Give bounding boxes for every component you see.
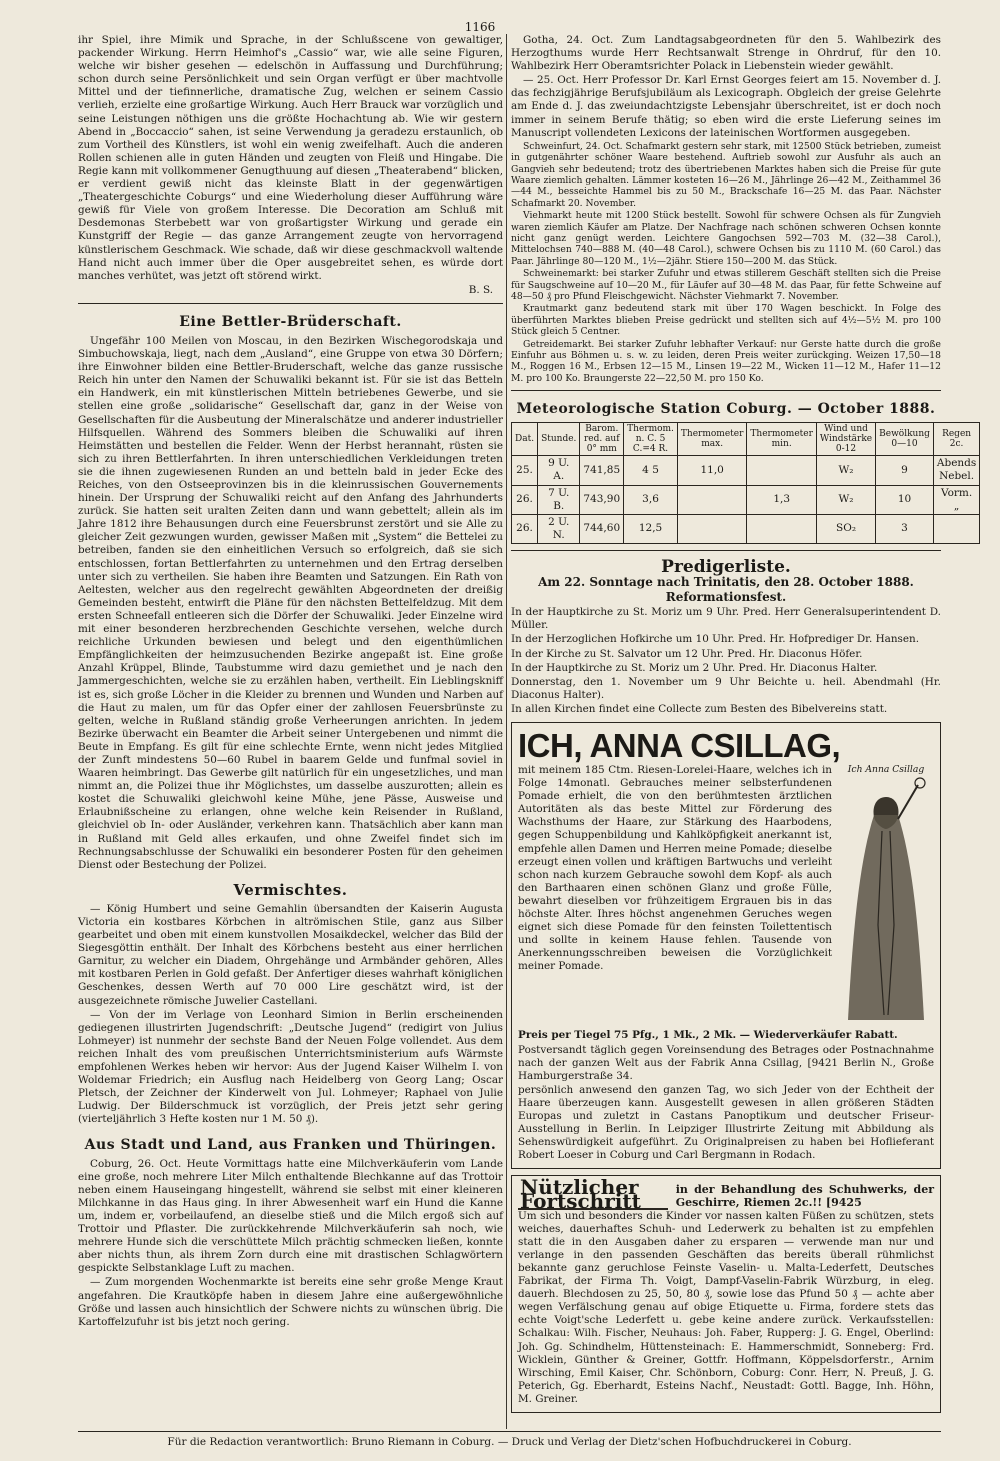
divider	[511, 550, 941, 551]
table-cell	[933, 514, 979, 543]
ad-order-info: Postversandt täglich gegen Voreinsendung des Betrages oder Postnachnahme nach der ganzen Welt aus der Fabrik Anna Csillag, [9421 Berlin N., Große Hamburgerstraße 34.	[518, 1043, 934, 1082]
table-cell: 26.	[512, 485, 538, 514]
vermischtes-paragraph-1: — König Humbert und seine Gemahlin übersandten der Kaiserin Augusta Victoria ein kostbares Körbchen in altrömischen Stile, ganz aus Silber gearbeitet und oben mit einem kunstvollen Mosaikdeckel, welcher das Bild der Siegesgöttin enthält. Der Inhalt des Körbchens besteht aus einer herrlichen Garnitur, zu welcher ein Diadem, Ohrgehänge und Armbänder gehören, Alles mit kostbaren Perlen in Gold gefaßt. Der Anfertiger dieses wahrhaft königlichen Geschenkes, dessen Werth auf 70 000 Lire geschätzt wird, ist der ausgezeichnete römische Juwelier Castellani.	[78, 902, 503, 1007]
service-line: In der Kirche zu St. Salvator um 12 Uhr. Pred. Hr. Diaconus Höfer.	[511, 647, 863, 660]
anna-csillag-ad	[511, 722, 941, 1169]
long-hair-woman-illustration	[838, 764, 934, 1030]
fortschritt-subtitle: in der Behandlung des Schuhwerks, der Geschirre, Riemen 2c.!! [9425	[675, 1182, 934, 1209]
service-line: In der Hauptkirche zu St. Moriz um 9 Uhr. Pred. Herr Generalsuperintendent D. Müller.	[511, 606, 941, 632]
section-title-vermischtes: Vermischtes.	[233, 880, 348, 899]
market-paragraph: Krautmarkt ganz bedeutend stark mit über 170 Wagen beschickt. In Folge des überführten Marktes blieben Preise gedrückt und stellten sich auf 4½—5½ M. pro 100 Stück gleich 5 Centner.	[511, 303, 941, 338]
table-cell: 2 U. N.	[538, 514, 580, 543]
table-cell	[747, 456, 817, 485]
coburg-paragraph-2: — Zum morgenden Wochenmarkte ist bereits eine sehr große Menge Kraut angefahren. Die Krautköpfe haben in diesem Jahre eine außergewöhnliche Größe und lassen auch hinsichtlich der Schwere nichts zu wünschen übrig. Die Kartoffelzufuhr ist bis jetzt noch gering.	[78, 1276, 503, 1328]
fortschritt-header	[518, 1175, 934, 1213]
table-cell: 12,5	[624, 514, 678, 543]
divider	[78, 303, 503, 304]
gotha-paragraph-2: — 25. Oct. Herr Professor Dr. Karl Ernst Georges feiert am 15. November d. J. das fechzigjährige Berufsjubiläum als Lexicograph. Obgleich der greise Gelehrte am Ende d. J. das zweiundachtzigste Lebensjahr überschreitet, ist er doch noch immer in seinem Berufe thätig; so eben wird die erste Lieferung seines im Manuscript vollendeten Lexicons der lateinischen Wortformen ausgegeben.	[511, 74, 941, 139]
service-line: Donnerstag, den 1. November um 9 Uhr Beichte u. heil. Abendmahl (Hr. Diaconus Halter).	[511, 675, 941, 701]
table-row	[512, 456, 980, 485]
table-cell: 10	[876, 485, 934, 514]
service-line: In allen Kirchen findet eine Collecte zum Besten des Bibelvereins statt.	[511, 702, 888, 715]
gotha-paragraph: Gotha, 24. Oct. Zum Landtagsabgeordneten für den 5. Wahlbezirk des Herzogthums wurde Herr Rechtsanwalt Strenge in Ohrdruf, für den 10. Wahlbezirk Herr Oberamtsrichter Polack in Liebenstein wieder gewählt.	[511, 34, 941, 73]
page-footer: Für die Redaction verantwortlich: Bruno Riemann in Coburg. — Druck und Verlag der Dietz'schen Hofbuchdruckerei in Coburg.	[78, 1431, 941, 1448]
ad-body: mit meinem 185 Ctm. Riesen-Lorelei-Haare, welches ich in Folge 14monatl. Gebrauches meiner selbsterfundenen Pomade erhielt, die von den berühmtesten ärztlichen Autoritäten als das beste Mittel zur Förderung des Wachsthums der Haare, zur Stärkung des Haarbodens, gegen Schuppenbildung und Kahlköpfigkeit anerkannt ist, empfehle allen Damen und Herren meine Pomade; dieselbe erzeugt einen vollen und kräftigen Bartwuchs und verleiht schon nach kurzem Gebrauche sowohl dem Kopf- als auch den Barthaaren einen schönen Glanz und große Fülle, bewahrt dieselben vor frühzeitigem Ergrauen bis in das höchste Alter. Ihres höchst angenehmen Geruches wegen eignet sich diese Pomade für den feinsten Toilettentisch und sollte in keinem Hause fehlen. Tausende von Anerkennungsschreiben beweisen die Vorzüglichkeit meiner Pomade.	[518, 763, 832, 973]
table-cell: 9 U. A.	[538, 456, 580, 485]
table-cell: 1,3	[747, 485, 817, 514]
predigerliste-date: Am 22. Sonntage nach Trinitatis, den 28. October 1888.	[538, 575, 914, 590]
meteo-title: Meteorologische Station Coburg. — October 1888.	[516, 401, 936, 418]
fortschritt-title: Nützlicher Fortschritt	[518, 1181, 668, 1209]
table-cell: 4 5	[624, 456, 678, 485]
table-cell	[747, 514, 817, 543]
table-cell: Abends Nebel.	[933, 456, 979, 485]
left-column	[78, 34, 503, 1429]
review-signature: B. S.	[468, 283, 493, 296]
table-cell: 7 U. B.	[538, 485, 580, 514]
meteo-header: Regen 2c.	[933, 423, 979, 456]
meteo-header: Thermometer max.	[677, 423, 747, 456]
market-paragraph: Viehmarkt heute mit 1200 Stück bestellt. Sowohl für schwere Ochsen als für Zungvieh waren ziemlich Käufer am Platze. Der Nachfrage nach schönen schweren Ochsen konnte nicht ganz genügt werden. Leichtere Gangochsen 592—703 M. (32—38 Carol.), Mittelochsen 740—888 M. (40—48 Carol.), schwere Ochsen bis zu 1110 M. (60 Carol.) das Paar. Jährlinge 80—120 M., 1½—2jähr. Stiere 150—200 M. das Stück.	[511, 210, 941, 267]
table-cell: Vorm. „	[933, 485, 979, 514]
ad-price: Preis per Tiegel 75 Pfg., 1 Mk., 2 Mk. — Wiederverkäufer Rabatt.	[518, 1029, 898, 1042]
table-cell: 741,85	[580, 456, 624, 485]
market-reports	[511, 141, 941, 385]
page-number: 1166	[464, 20, 496, 34]
table-cell	[677, 485, 747, 514]
meteo-header: Thermometer min.	[747, 423, 817, 456]
fortschritt-ad	[511, 1175, 941, 1413]
bettler-paragraph: Ungefähr 100 Meilen von Moscau, in den Bezirken Wischegorodskaja und Simbuchowskaja, liegt, nach dem „Ausland“, eine Gruppe von etwa 30 Dörfern; ihre Einwohner bilden eine Bettler-Bruderschaft, welche das ganze russische Reich hin unter den Namen der Schuwaliki bekannt ist. Für sie ist das Betteln ein Handwerk, ein mit künstlerischen Mitteln betriebenes Gewerbe, und sie stellen eine große „solidarische“ Gesellschaft dar, ganz in der Weise von Gesellschaften für die Ausbeutung der Mineralschätze und anderer industrieller Hilfsquellen. Während des Sommers bleiben die Schuwaliki auf ihren Heimstätten und bestellen die Felder. Wenn der Herbst herannaht, rüsten sie sich zu ihren Bettlerfahrten. In ihren unterschiedlichen Verkleidungen treten sie die ihnen zugewiesenen Runden an und betteln bald in jeder Ecke des Reiches, von den Ostseeprovinzen bis in die kleinrussischen Gouvernements hinein. Der Ursprung der Schuwaliki reicht auf den Anfang des Jahrhunderts zurück. Sie hatten seit uralten Zeiten dann und wann gebettelt; allein als im Jahre 1812 ihre Behausungen durch eine Feuersbrunst zerstört und sie Alle zu gleicher Zeit gezwungen wurden, gewisser Maßen mit „System“ die Bettelei zu betreiben, fanden sie den einheitlichen Versuch so erfolgreich, daß sie sich entschlossen, fortan Bettlerfahrten zu unternehmen und den Ertrag derselben unter sich zu vertheilen. Sie haben ihre Beamten und Satzungen. Ein Rath von Aeltesten, welcher aus den regelrecht gewählten Abgeordneten der dreißig Gemeinden besteht, entwirft die Pläne für den nächsten Bettelfeldzug. Mit dem ersten Schneefall entleeren sich die Dörfer der Schuwaliki. Jeder Einzelne wird mit einer besonderen herzbrechenden Geschichte versehen, welche durch reichliche Urkunden bewiesen und belegt und den eigenthümlichen Empfänglichkeiten der heimzusuchenden Bezirke angepaßt ist. Eine große Anzahl Krüppel, Blinde, Taubstumme wird dazu gemiethet und je nach den Jammergeschichten, welche sie zu erzählen haben, vertheilt. Ein Lieblingskniff ist es, sich große Löcher in die Kleider zu brennen und Wunden und Narben auf die Haut zu malen, um für das Opfer einer der zahllosen Feuersbrünste zu gelten, welche in Rußland ständig große Verheerungen anrichten. In jedem Bezirke überwacht ein Beamter die Arbeit seiner Untergebenen und nimmt die Beute in Empfang. Es gilt für eine schlechte Ernte, wenn nicht jedes Mitglied der Zunft mindestens 50—60 Rubel in baarem Gelde und funfmal soviel in Waaren heimbringt. Das Gewerbe gilt natürlich für ein ungesetzliches, und man nimmt an, die Polizei thue ihr Möglichstes, um dasselbe auszurotten; allein es kostet die Schuwaliki gleichwohl keine Mühe, jene Pässe, Ausweise und Erlaubnißscheine zu erlangen, ohne welche kein Reisender in Rußland, gleichviel ob In- oder Ausländer, verkehren kann. Thatsächlich aber kann man in Rußland mit Geld alles erkaufen, und ohne Zweifel findet sich im Rechnungsabschlusse der Schuwaliki ein besonderer Posten für den geheimen Dienst oder Bestechung der Polizei.	[78, 334, 503, 871]
market-paragraph: Schweinfurt, 24. Oct. Schafmarkt gestern sehr stark, mit 12500 Stück betrieben, zumeist in gutgenährter schöner Waare bestehend. Auftrieb sowohl zur Ausfuhr als auch an Gangvieh sehr bedeutend; trotz des übertriebenen Marktes haben sich die Preise für gute Waare ziemlich gehalten. Lämmer kosteten 16—26 M., Jährlinge 26—42 M., Zeithammel 36—44 M., besseichte Hammel bis zu 50 M., Brackschafe 16—25 M. das Paar. Nächster Schafmarkt 20. November.	[511, 140, 942, 209]
table-row	[512, 485, 980, 514]
meteo-header: Thermom. n. C. 5 C.=4 R.	[624, 423, 678, 456]
ad-body-wrap	[518, 764, 934, 1030]
table-cell: 3,6	[624, 485, 678, 514]
table-row	[512, 514, 980, 543]
service-line: In der Hauptkirche zu St. Moriz um 2 Uhr. Pred. Hr. Diaconus Halter.	[511, 661, 878, 674]
market-paragraph: Schweinemarkt: bei starker Zufuhr und etwas stillerem Geschäft stellten sich die Preise für Saugschweine auf 10—20 M., für Läufer auf 30—48 M. das Paar, für fette Schweine auf 48—50 ₰ pro Pfund Fleischgewicht. Nächster Viehmarkt 7. November.	[511, 268, 941, 303]
market-paragraph: Getreidemarkt. Bei starker Zufuhr lebhafter Verkauf: nur Gerste hatte durch die große Einfuhr aus Böhmen u. s. w. zu leiden, deren Preis weiter zurückging. Weizen 17,50—18 M., Roggen 16 M., Erbsen 12—15 M., Linsen 19—22 M., Wicken 11—12 M., Hafer 11—12 M. pro 100 Ko. Braungerste 22—22,50 M. pro 150 Ko.	[511, 338, 941, 384]
table-cell: 3	[876, 514, 934, 543]
woman-figure-icon	[838, 775, 934, 1025]
table-cell: 743,90	[580, 485, 624, 514]
section-title-stadt-land: Aus Stadt und Land, aus Franken und Thüringen.	[84, 1136, 497, 1153]
table-cell: 26.	[512, 514, 538, 543]
ad-headline: ICH, ANNA CSILLAG,	[518, 726, 841, 764]
figure-caption: Ich Anna Csillag	[847, 763, 925, 775]
table-cell: 9	[876, 456, 934, 485]
meteo-header: Barom. red. auf 0° mm	[580, 423, 624, 456]
theater-review-paragraph: ihr Spiel, ihre Mimik und Sprache, in der Schlußscene von gewaltiger, packender Wirkung. Herrn Heimhof's „Cassio“ war, wie alle seine Figuren, welche wir bisher gesehen — edelschön in Auffassung und Durchführung; schon durch seine Persönlichkeit und sein Organ verfügt er über machtvolle Mittel und der tiefinnerliche, dramatische Zug, welchen er seinem Cassio verlieh, erzielte eine großartige Wirkung. Auch Herr Brauck war vorzüglich und seine Leistungen nöthigen uns die größte Hochachtung ab. Wie wir gestern Abend in „Boccaccio“ sahen, ist seine Verwendung ja geradezu erstaunlich, ob zum Vortheil des Künstlers, ist wohl ein wenig zweifelhaft. Auch die anderen Rollen schienen alle in guten Händen und zeugten von Fleiß und Hingabe. Die Regie kann mit vollkommener Genugthuung auf diesen „Theaterabend“ blicken, er verdient gewiß nicht das kleinste Blatt in der gegenwärtigen „Theatergeschichte Coburgs“ und eine Wiederholung dieser Aufführung wäre gewiß für Viele von großem Interesse. Die Decoration am Schluß mit Desdemonas Sterbebett war von großartigster Wirkung und gerade ein Kunstgriff der Regie — das ganze Arrangement zeugte von hervorragend künstlerischem Geschmack. Wie schade, daß wir diese geschmackvoll waltende Hand nicht auch immer über die Oper ausgebreitet sehen, es würde dort manches verhütet, was jetzt oft störend wirkt.	[78, 34, 503, 282]
column-divider	[506, 34, 507, 1429]
table-cell: W₂	[816, 485, 875, 514]
coburg-paragraph-1: Coburg, 26. Oct. Heute Vormittags hatte eine Milchverkäuferin vom Lande eine große, noch mehrere Liter Milch enthaltende Blechkanne auf das Trottoir neben einem Hauseingang hingestellt, während sie selbst mit einer kleineren Milchkanne in das Haus ging. In ihrer Abwesenheit warf ein Hund die Kanne um, indem er, vorbeilaufend, an dieselbe stieß und die Milch ergoß sich auf Trottoir und Pflaster. Die zurückkehrende Milchverkäuferin sah noch, wie mehrere Hunde sich die verschüttete Milch prächtig schmecken ließen, konnte aber nichts thun, als ihrem Zorn durch eine mit drastischen Schlagwörtern gespickte Selbstanklage Luft zu machen.	[78, 1157, 503, 1275]
predigerliste-occasion: Reformationsfest.	[665, 590, 787, 605]
table-cell: 11,0	[677, 456, 747, 485]
vermischtes-paragraph-2: — Von der im Verlage von Leonhard Simion in Berlin erscheinenden gediegenen illustrirten Jugendschrift: „Deutsche Jugend“ (redigirt von Julius Lohmeyer) ist nunmehr der sechste Band der Neuen Folge vollendet. Aus dem reichen Inhalt des vom preußischen Unterrichtsministerium aufs Wärmste empfohlenen Werkes heben wir hervor: Aus der Jugend Kaiser Wilhelm I. von Woldemar Friedrich; ein Ausflug nach Heidelberg von Georg Lang; Oscar Pletsch, der Zeichner der Kinderwelt von Jul. Lohmeyer; Raphael von Julie Ludwig. Der Bilderschmuck ist vorzüglich, der Preis jetzt sehr gering (vierteljährlich 3 Hefte kosten nur 1 M. 50 ₰).	[78, 1008, 503, 1126]
divider	[511, 390, 941, 391]
table-cell: 744,60	[580, 514, 624, 543]
meteo-header: Dat.	[512, 423, 538, 456]
section-title-bettler: Eine Bettler-Brüderschaft.	[179, 313, 402, 330]
meteo-header: Bewölkung 0—10	[876, 423, 934, 456]
ad-footer-text: persönlich anwesend den ganzen Tag, wo sich Jeder von der Echtheit der Haare überzeugen kann. Ausgestellt gewesen in allen größeren Städten Europas und zuletzt in Castans Panoptikum und deutscher Friseur-Ausstellung in Berlin. In Leipziger Illustrirte Zeitung mit Abbildung als Sehenswürdigkeit aufgeführt. Zu Originalpreisen zu haben bei Hoflieferant Robert Loeser in Coburg und Carl Bergmann in Rodach.	[518, 1083, 934, 1162]
meteo-header: Stunde.	[538, 423, 580, 456]
fortschritt-body: Um sich und besonders die Kinder vor nassen kalten Füßen zu schützen, stets weiches, dauerhaftes Schuh- und Lederwerk zu behalten ist zu empfehlen statt die in den Ausgaben daher zu ersparen — verwende man nur und verlange in den passenden Geschäften das bereits überall rühmlichst bekannte ganz geruchlose Feinste Vaselin- u. Malta-Lederfett, Deutsches Fabrikat, der Firma Th. Voigt, Dampf-Vaselin-Fabrik Würzburg, in eleg. dauerh. Blechdosen zu 25, 50, 80 ₰, sowie lose das Pfund 50 ₰ — achte aber wegen Verfälschung genau auf obige Etiquette u. Firma, fordere stets das echte Voigt'sche Lederfett u. gebe keine andere zurück. Verkaufsstellen: Schalkau: Wilh. Fischer, Neuhaus: Joh. Faber, Rupperg: J. G. Engel, Oberlind: Joh. Gg. Schindhelm, Hüttensteinach: E. Hammerschmidt, Sonneberg: Frd. Wicklein, Günther & Greiner, Gottfr. Hoffmann, Köppelsdorferstr., Arnim Wirsching, Emil Kaiser, Chr. Schönborn, Coburg: Conr. Herr, N. Preuß, J. G. Peterich, Gg. Eberhardt, Esteins Nachf., Neustadt: Gottl. Bagge, Inh. Höhn, M. Greiner.	[518, 1209, 934, 1405]
table-cell: SO₂	[816, 514, 875, 543]
service-line: In der Herzoglichen Hofkirche um 10 Uhr. Pred. Hr. Hofprediger Dr. Hansen.	[511, 633, 920, 646]
table-cell: W₂	[816, 456, 875, 485]
meteo-table	[511, 422, 980, 544]
table-cell: 25.	[512, 456, 538, 485]
predigerliste-title: Predigerliste.	[661, 556, 791, 577]
meteo-header-row	[512, 423, 980, 456]
right-column	[511, 34, 977, 1429]
meteo-header: Wind und Windstärke 0-12	[816, 423, 875, 456]
table-cell	[677, 514, 747, 543]
